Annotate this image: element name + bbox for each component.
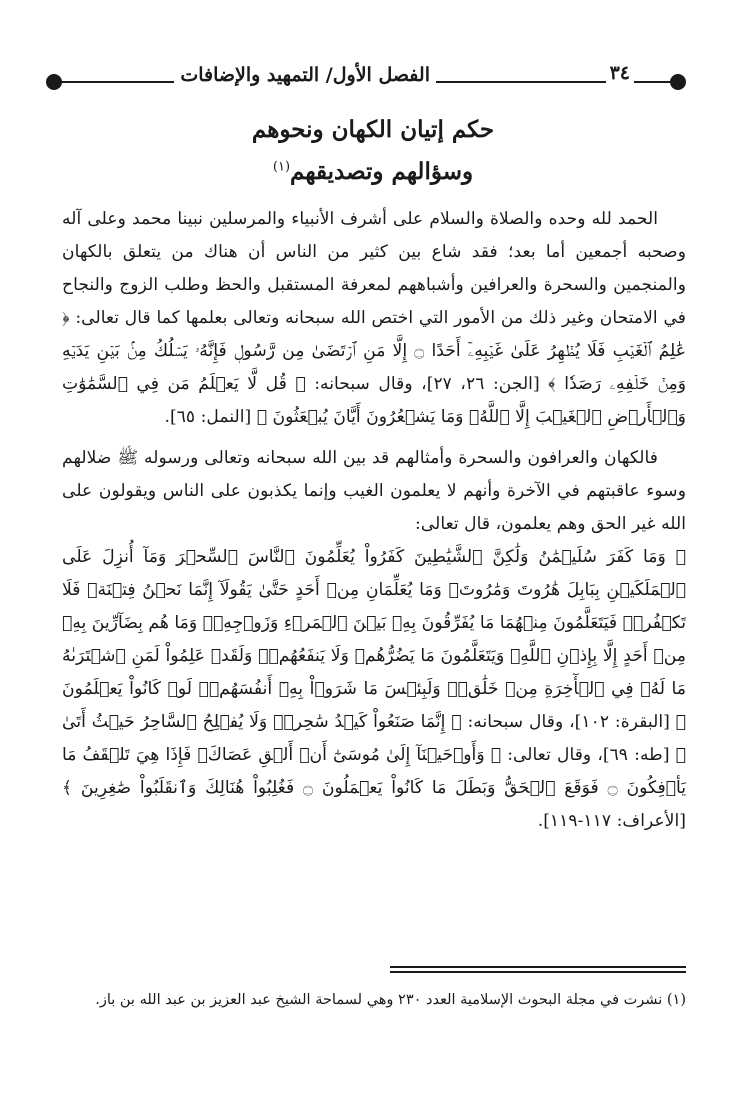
section-title-line2 xyxy=(60,158,686,185)
verse-reference: [الجن: ٢٦، ٢٧]، وقال سبحانه: xyxy=(305,374,549,394)
quran-verse: ﴿ وَمَا كَفَرَ سُلَيۡمَٰنُ وَلَٰكِنَّ ٱلشَّيَٰطِينَ كَفَرُواْ يُعَلِّمُونَ ٱلنَّاسَ ٱلسِّحۡرَ وَمَآ أُنزِلَ عَلَى ٱلۡمَلَكَيۡنِ بِبَابِلَ هَٰرُوتَ وَمَٰرُوتَۚ وَمَا يُعَلِّمَانِ مِنۡ أَحَدٍ حَتَّىٰ يَقُولَآ إِنَّمَا نَحۡنُ فِتۡنَةٞ فَلَا تَكۡفُرۡۖ فَيَتَعَلَّمُونَ مِنۡهُمَا مَا يُفَرِّقُونَ بِهِۦ بَيۡنَ ٱلۡمَرۡءِ وَزَوۡجِهِۦۚ وَمَا هُم بِضَآرِّينَ بِهِۦ مِنۡ أَحَدٍ إِلَّا بِإِذۡنِ ٱللَّهِۚ وَيَتَعَلَّمُونَ مَا يَضُرُّهُمۡ وَلَا يَنفَعُهُمۡۚ وَلَقَدۡ عَلِمُواْ لَمَنِ ٱشۡتَرَىٰهُ مَا لَهُۥ فِي ٱلۡأٓخِرَةِ مِنۡ خَلَٰقٖۚ وَلَبِئۡسَ مَا شَرَوۡاْ بِهِۦٓ أَنفُسَهُمۡۚ لَوۡ كَانُواْ يَعۡلَمُونَ ﴾ xyxy=(62,547,686,732)
footnote-separator xyxy=(390,966,686,976)
paragraph-text: فالكهان والعرافون والسحرة وأمثالهم قد بين الله سبحانه وتعالى ورسوله ﷺ ضلالهم وسوء عاقبتهم في الآخرة وأنهم لا يعلمون الغيب وإنما يكذبون على الناس ويقولون على الله غير الحق وهم يعلمون، قال تعالى: xyxy=(62,448,686,534)
verse-reference: [النمل: ٦٥]. xyxy=(164,407,257,427)
verse-reference: [الأعراف: ١١٧-١١٩]. xyxy=(537,811,686,831)
verse-reference: [طه: ٦٩]، وقال تعالى: xyxy=(501,745,676,765)
footnote: (١) نشرت في مجلة البحوث الإسلامية العدد ٢٣٠ وهي لسماحة الشيخ عبد العزيز بن عبد الله بن باز. xyxy=(95,992,686,1008)
quran-verse: ﴿ عَٰلِمُ ٱلۡغَيۡبِ فَلَا يُظۡهِرُ عَلَىٰ غَيۡبِهِۦٓ أَحَدًا ۝ إِلَّا مَنِ ٱرۡتَضَىٰ مِن رَّسُولٖ فَإِنَّهُۥ يَسۡلُكُ مِنۢ بَيۡنِ يَدَيۡهِ وَمِنۡ خَلۡفِهِۦ رَصَدٗا ﴾ xyxy=(62,308,687,394)
section-title-text: وسؤالهم وتصديقهم xyxy=(290,158,474,185)
section-title-line1: حكم إتيان الكهان ونحوهم xyxy=(251,116,495,143)
quran-verse: ﴿ وَأَوۡحَيۡنَآ إِلَىٰ مُوسَىٰٓ أَنۡ أَلۡقِ عَصَاكَۖ فَإِذَا هِيَ تَلۡقَفُ مَا يَأۡفِكُونَ ۝ فَوَقَعَ ٱلۡحَقُّ وَبَطَلَ مَا كَانُواْ يَعۡمَلُونَ ۝ فَغُلِبُواْ هُنَالِكَ وَٱنقَلَبُواْ صَٰغِرِينَ ﴾ xyxy=(62,745,686,798)
header-dot-left xyxy=(46,74,62,90)
chapter-title: الفصل الأول/ التمهيد والإضافات xyxy=(174,64,436,86)
quran-verse: ﴿ قُل لَّا يَعۡلَمُ مَن فِي ٱلسَّمَٰوَٰتِ وَٱلۡأَرۡضِ ٱلۡغَيۡبَ إِلَّا ٱللَّهُۚ وَمَا يَشۡعُرُونَ أَيَّانَ يُبۡعَثُونَ ﴾ xyxy=(62,374,686,427)
body-text xyxy=(62,203,686,838)
paragraph-2 xyxy=(62,442,686,541)
footnote-marker[interactable]: (١) xyxy=(272,159,291,175)
running-header xyxy=(46,62,686,102)
paragraph-3 xyxy=(62,541,686,838)
paragraph-text: الحمد لله وحده والصلاة والسلام على أشرف الأنبياء والمرسلين نبينا محمد وعلى آله وصحبه أجمعين أما بعد؛ فقد شاع بين كثير من الناس أن هناك من يتعلق بالكهان والمنجمين والسحرة والعرافين وأشباههم لمعرفة المستقبل والحظ وطلب الزوج والنجاح في الامتحان وغير ذلك من الأمور التي اختص الله سبحانه وتعالى بعلمها كما قال تعالى: xyxy=(62,209,686,328)
paragraph-1 xyxy=(62,203,686,434)
page-number: ٣٤ xyxy=(606,62,634,84)
quran-verse: ﴿ إِنَّمَا صَنَعُواْ كَيۡدُ سَٰحِرٖۖ وَلَا يُفۡلِحُ ٱلسَّاحِرُ حَيۡثُ أَتَىٰ ﴾ xyxy=(62,712,686,765)
verse-reference: [البقرة: ١٠٢]، وقال سبحانه: xyxy=(461,712,676,732)
